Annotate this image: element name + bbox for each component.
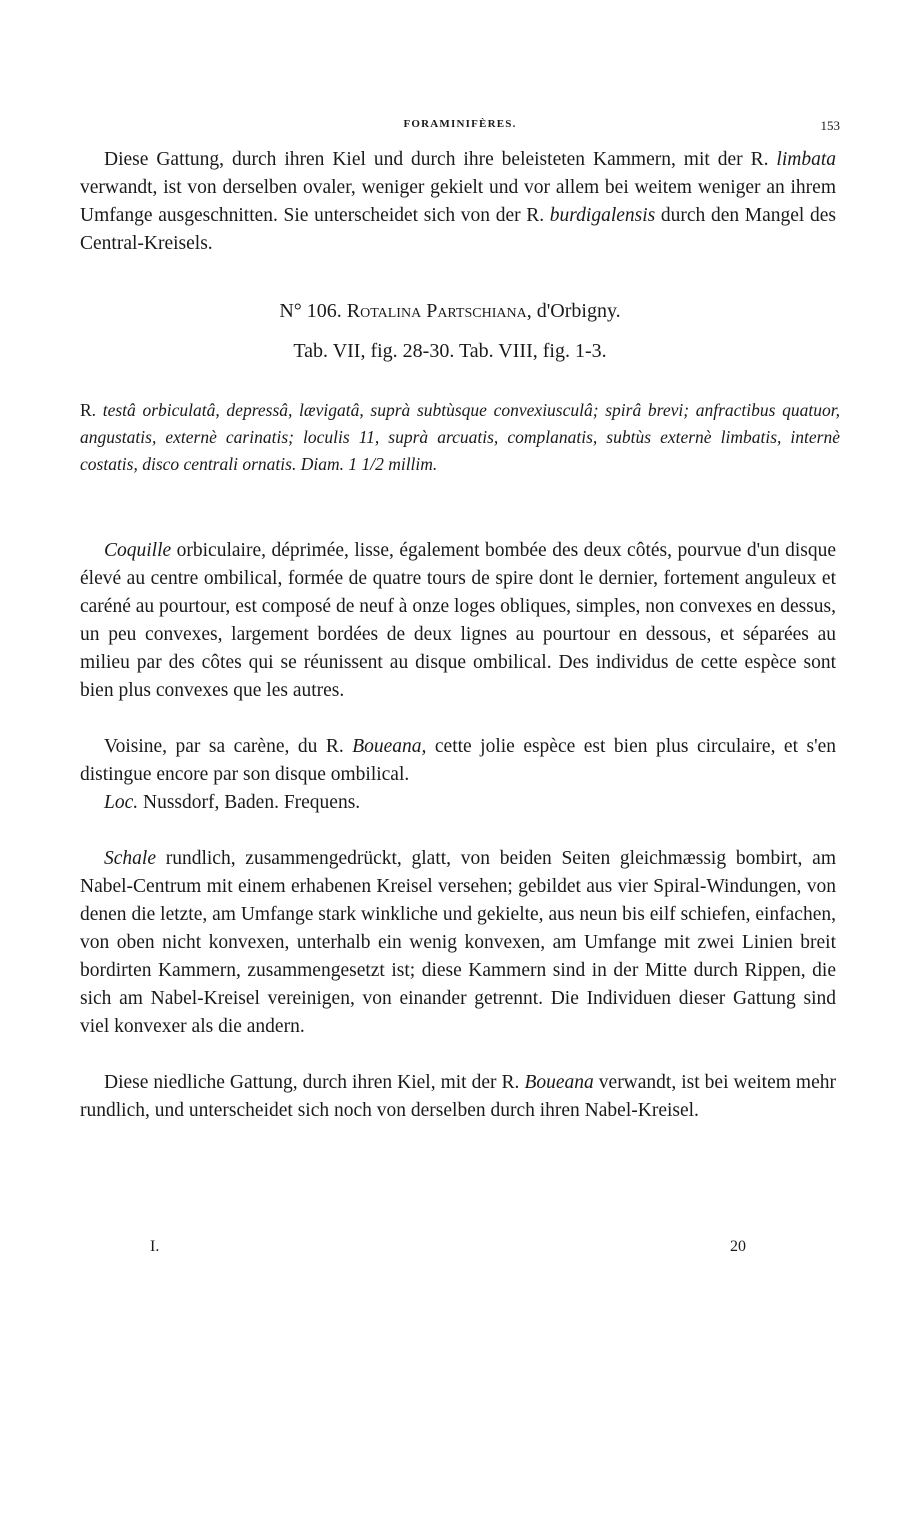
german-intro-paragraph xyxy=(80,146,836,258)
text-run: durch den Mangel des Central-Kreisels. xyxy=(80,205,836,254)
french-locality xyxy=(80,789,836,817)
text-run: Nussdorf, Baden. Frequens. xyxy=(138,792,361,813)
text-run: Voisine, par sa carène, du R. xyxy=(104,736,353,757)
text-run: verwandt, ist bei weitem mehr rundlich, und unterscheidet sich noch von derselben durch ihren Nabel-Kreisel. xyxy=(80,1072,836,1121)
text-run: rundlich, zusammengedrückt, glatt, von beiden Seiten gleichmæssig bombirt, am Nabel-Centrum mit einem erhabenen Kreisel versehen; gebildet aus vier Spiral-Windungen, von denen die letzte, am Umfange stark winkliche und gekielte, aus neun bis eilf schiefen, einfachen, von oben nicht konvexen, unterhalb ein wenig konvexen, am Umfange mit zwei Linien breit bordirten Kammern, zusammengesetzt ist; diese Kammern sind in der Mitte durch Rippen, die sich am Nabel-Kreisel vereinigen, von einander getrennt. Die Individuen dieser Gattung sind viel konvexer als die andern. xyxy=(80,848,836,1037)
signature-mark: I. xyxy=(150,1238,160,1255)
sheet-number: 20 xyxy=(730,1238,746,1255)
section-label: Loc. xyxy=(104,792,139,813)
species-author: , d'Orbigny. xyxy=(526,300,621,322)
german-description xyxy=(80,845,836,1041)
species-ref: Boueana, xyxy=(352,736,427,757)
genus-abbrev: R. xyxy=(80,400,103,420)
page-number: 153 xyxy=(820,118,840,133)
species-heading xyxy=(0,300,900,323)
species-ref: burdigalensis xyxy=(549,205,656,226)
text-run: verwandt, ist von derselben ovaler, weniger gekielt und vor allem bei weitem weniger an ihrem Umfange ausgeschnitten. Sie unterscheidet sich von der R. xyxy=(80,177,836,226)
running-title: FORAMINIFÈRES. xyxy=(403,118,517,130)
text-run: cette jolie espèce est bien plus circulaire, et s'en distingue encore par son disque ombilical. xyxy=(80,736,836,785)
diagnosis-text: testâ orbiculatâ, depressâ, lævigatâ, suprà subtùsque convexiusculâ; spirâ brevi; anfractibus quatuor, angustatis, externè carinatis; loculis 11, suprà arcuatis, complanatis, subtùs externè limbatis, internè costatis, disco centrali ornatis. Diam. 1 1/2 millim. xyxy=(80,400,840,474)
text-run: Diese niedliche Gattung, durch ihren Kiel, mit der R. xyxy=(104,1072,525,1093)
plate-reference: Tab. VII, fig. 28-30. Tab. VIII, fig. 1-3. xyxy=(293,340,607,362)
species-number: N° 106. xyxy=(279,300,342,322)
text-run: Diese Gattung, durch ihren Kiel und durch ihre beleisteten Kammern, mit der R. xyxy=(104,149,777,170)
page-header xyxy=(80,118,840,138)
section-label: Schale xyxy=(104,848,156,869)
french-comparison xyxy=(80,733,836,789)
species-name: Rotalina Partschiana xyxy=(346,300,527,322)
french-description xyxy=(80,537,836,705)
section-label: Coquille xyxy=(104,540,172,561)
latin-diagnosis xyxy=(80,397,840,478)
text-run: orbiculaire, déprimée, lisse, également bombée des deux côtés, pourvue d'un disque élevé au centre ombilical, formée de quatre tours de spire dont le dernier, fortement anguleux et caréné au pourtour, est composé de neuf à onze loges obliques, simples, non convexes en dessus, un peu convexes, largement bordées de deux lignes au pourtour en dessous, et séparées au milieu par des côtes qui se réunissent au disque ombilical. Des individus de cette espèce sont bien plus convexes que les autres. xyxy=(80,540,836,701)
species-ref: Boueana xyxy=(524,1072,594,1093)
german-comparison xyxy=(80,1069,836,1125)
species-ref: limbata xyxy=(776,149,836,170)
